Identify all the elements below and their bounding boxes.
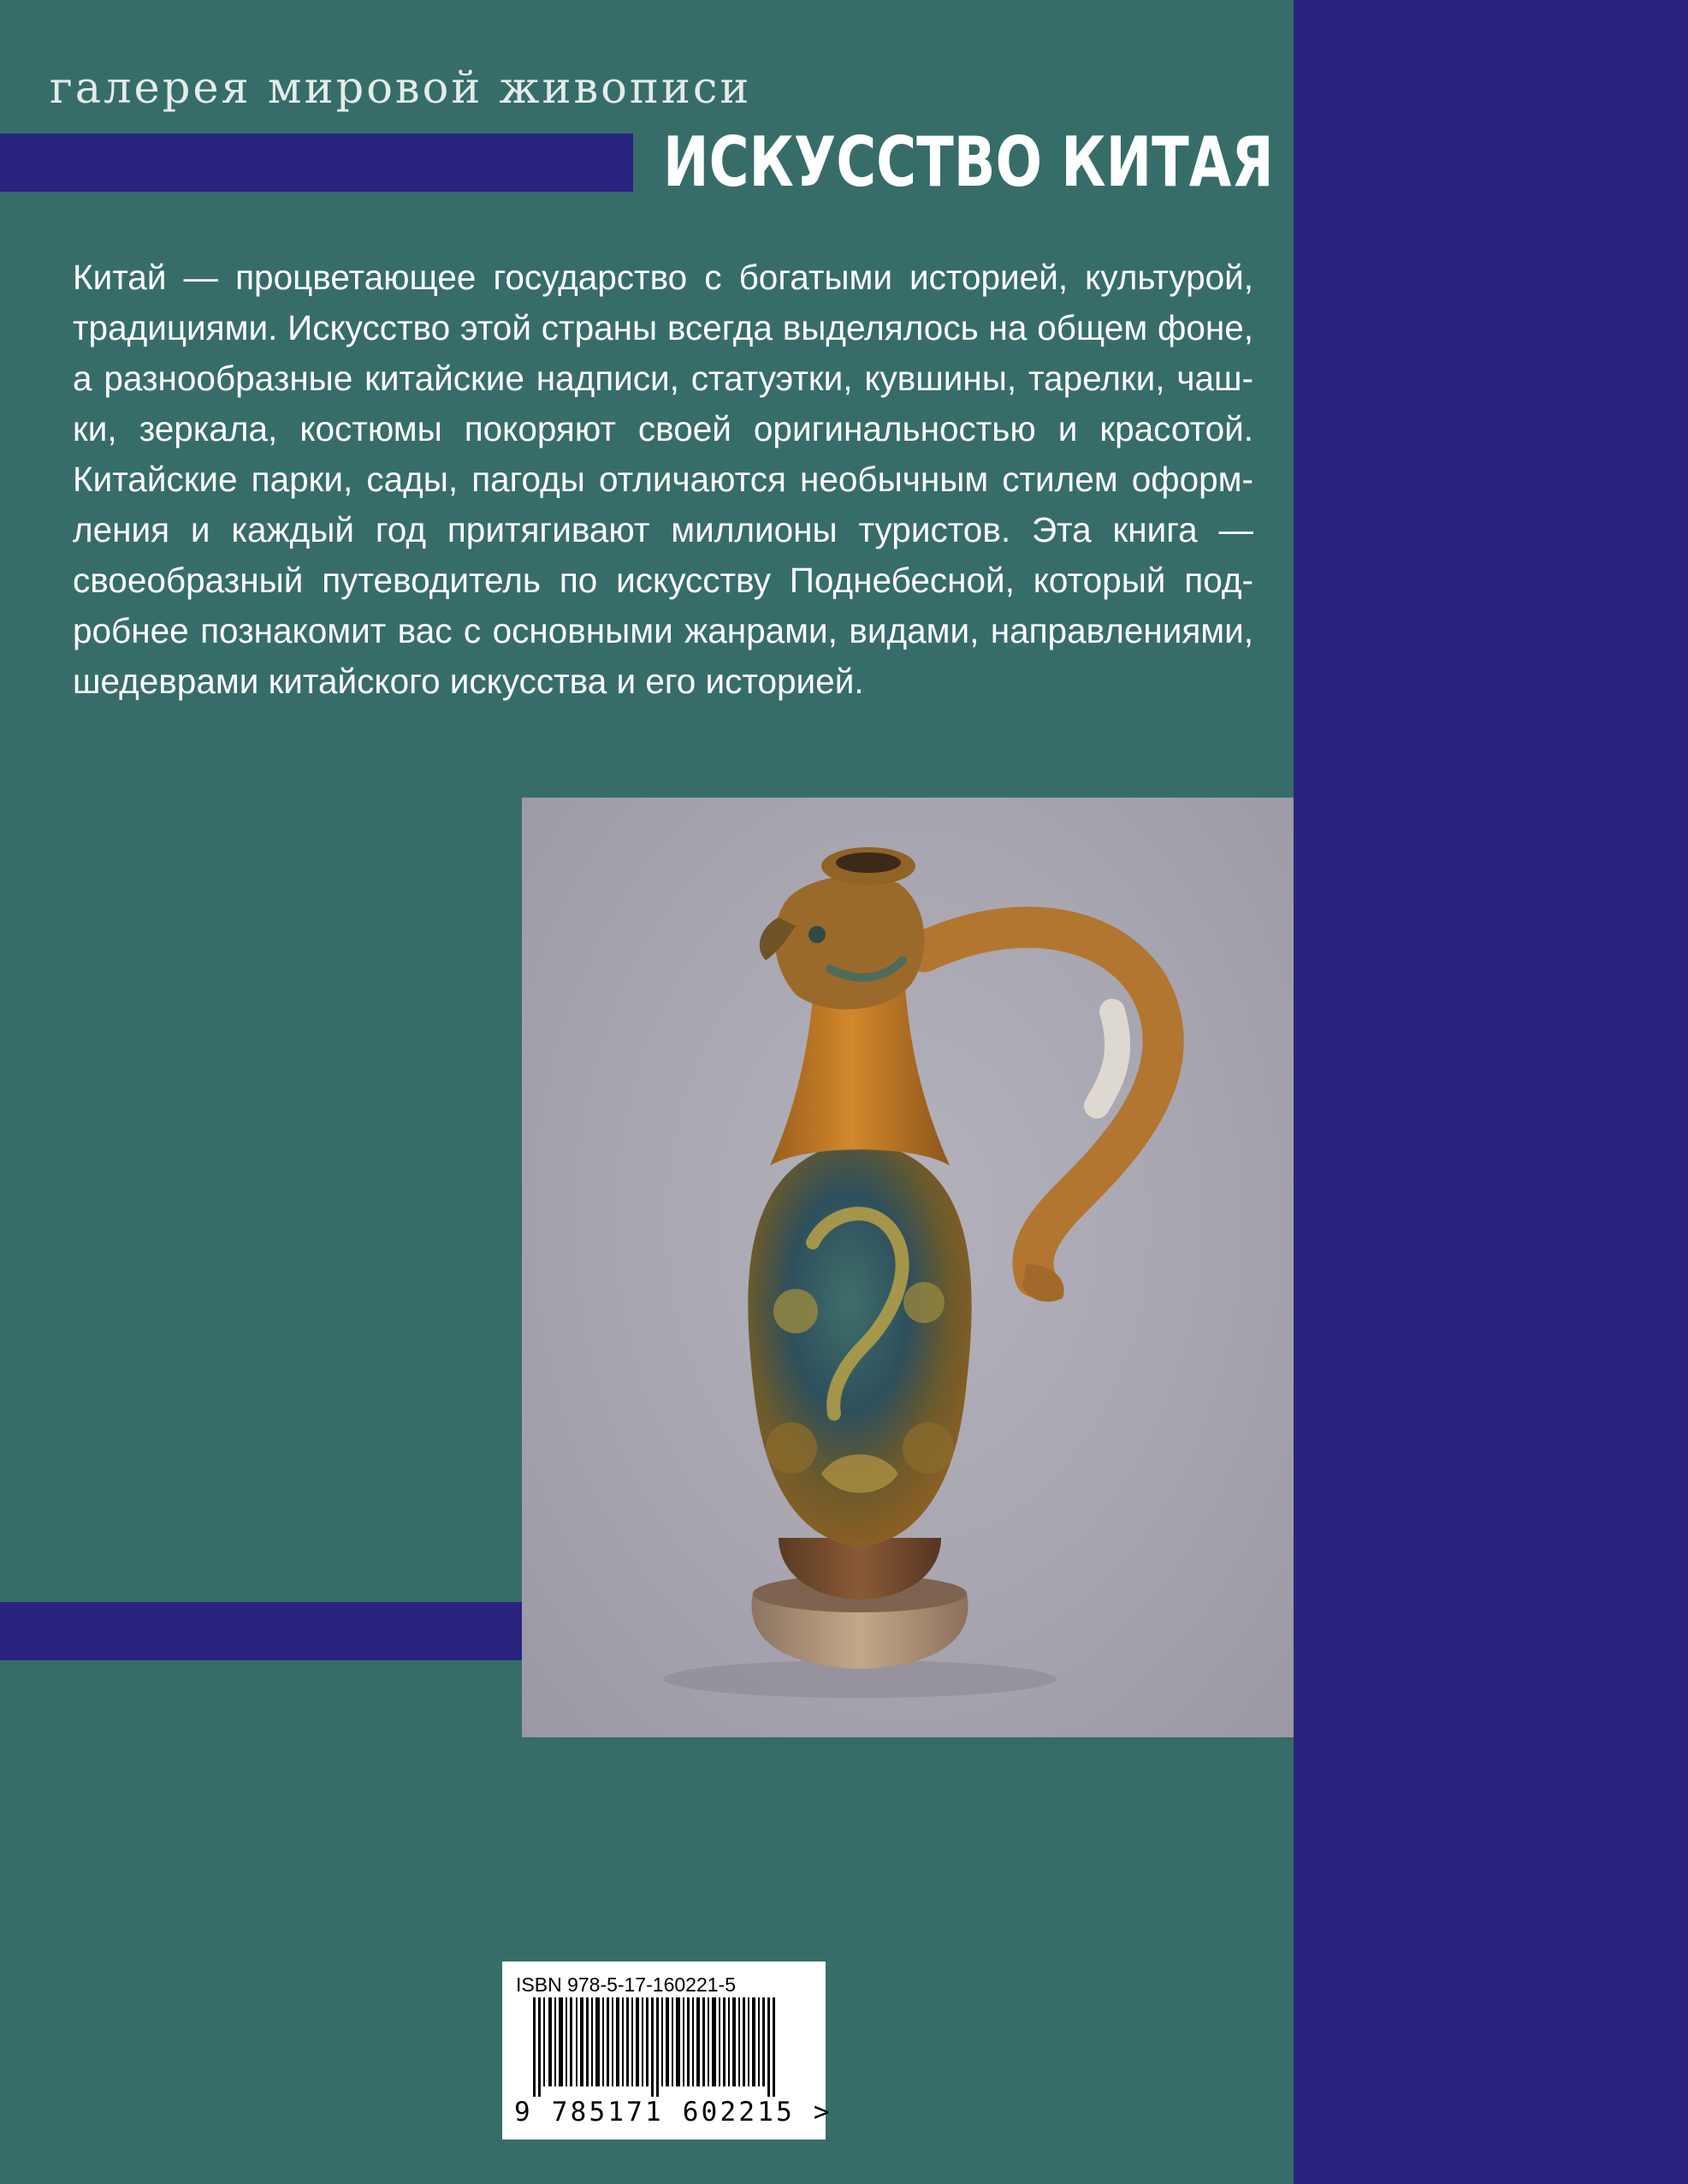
series-title: галерея мировой живописи — [50, 63, 752, 114]
barcode-bars — [502, 1997, 826, 2097]
book-description: Китай — процветающее государство с богатыми историей, культурой, традициями. Искусство этой страны всегда выделялось на общем фоне, а разнообразные китайские надписи, статуэтки, кувшины, тарелки, чашки, зеркала, костюмы покоряют своей оригинальностью и красотой. Китайские парки, сады, пагоды отличаются необычным стилем оформления и каждый год притягивают миллионы туристов. Эта книга — своеобразный путеводитель по искусству Поднебесной, который подробнее познакомит вас с основными жанрами, видами, направлениями, шедеврами китайского искусства и его историей. — [73, 258, 1253, 701]
book-title: ИСКУССТВО КИТАЯ — [663, 122, 1274, 202]
isbn-text: ISBN 978-5-17-160221-5 — [516, 1973, 736, 1996]
ewer-photo — [522, 798, 1294, 1737]
barcode-digits: 9 785171 602215 > — [514, 2097, 832, 2128]
title-accent-bar — [0, 134, 633, 192]
bottom-accent-bar — [0, 1602, 522, 1660]
spine-strip — [1294, 0, 1688, 2184]
barcode-label — [502, 1961, 832, 2139]
